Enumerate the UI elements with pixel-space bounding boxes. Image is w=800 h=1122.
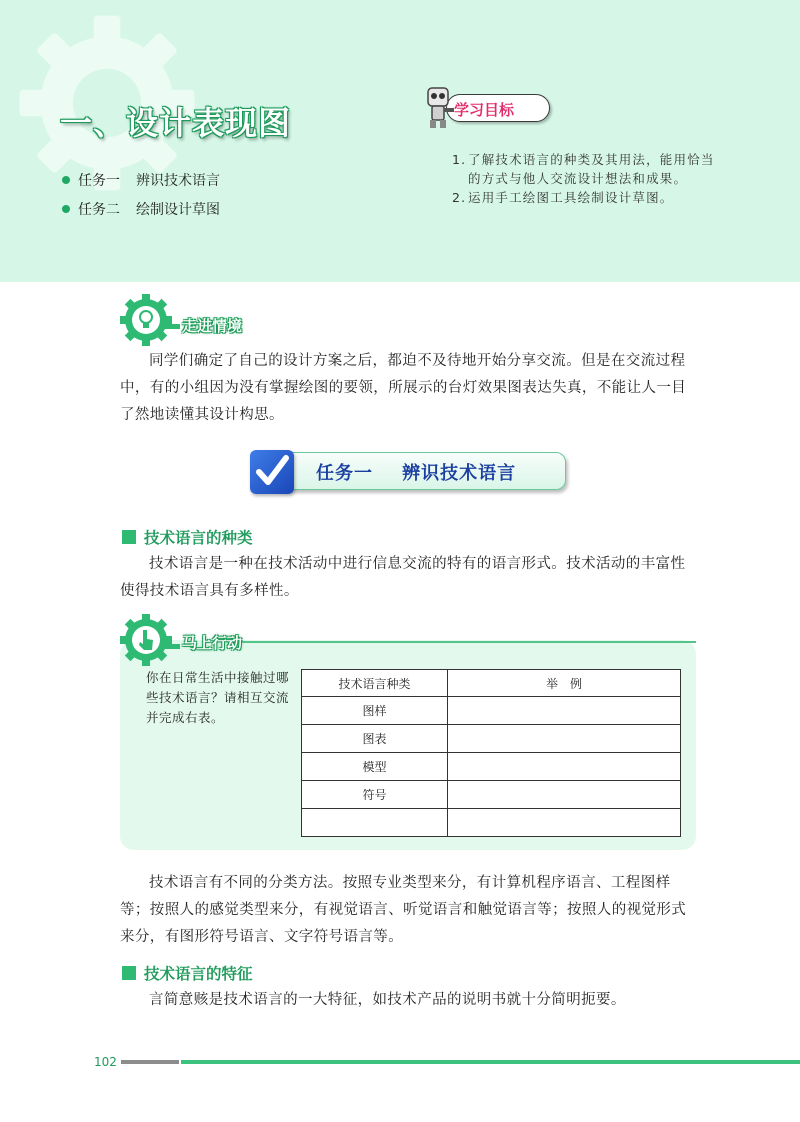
square-bullet-icon [122,530,136,544]
subheading-features [122,962,253,984]
table-cell: 模型 [302,753,448,781]
tech-language-table [301,669,681,837]
table-row [302,781,681,809]
section1-paragraph: 技术语言是一种在技术活动中进行信息交流的特有的语言形式。技术活动的丰富性使得技术语言具有多样性。 [120,556,686,599]
hand-pointer-icon [120,614,182,666]
footer-rule-green [181,1060,800,1064]
task-list [62,170,220,228]
activity-divider [232,641,696,643]
table-header-cell: 举 例 [448,670,681,697]
table-cell: 图表 [302,725,448,753]
footer-rule-gray [121,1060,179,1064]
task-banner [250,450,568,492]
objectives-list [452,150,722,207]
objective-item [452,150,722,188]
task-title: 绘制设计草图 [136,202,220,218]
task-list-item [62,199,220,219]
table-header-cell: 技术语言种类 [302,670,448,697]
section-title-activity: 马上行动 [182,634,243,652]
learning-goal-badge [420,86,550,130]
task-title: 辨识技术语言 [136,173,220,189]
section1-more-paragraph: 技术语言有不同的分类方法。按照专业类型来分，有计算机程序语言、工程图样等；按照人的感觉类型来分，有视觉语言、听觉语言和触觉语言等；按照人的视觉形式来分，有图形符号语言、文字符号语言等。 [120,875,687,945]
table-header-row [302,670,681,697]
chapter-title: 一、设计表现图 [60,104,292,142]
objective-number: 2. [452,190,467,205]
objective-text: 运用手工绘图工具绘制设计草图。 [468,190,674,205]
page-number: 102 [94,1055,117,1069]
bullet-icon [62,176,70,184]
checkmark-icon [250,450,294,494]
task-name: 任务二 [78,202,120,218]
table-cell-example[interactable] [448,725,681,753]
subheading-types [122,526,253,548]
task-banner-text: 任务一 辨识技术语言 [316,463,517,484]
objective-number: 1. [452,152,467,167]
table-cell-example[interactable] [448,781,681,809]
table-row [302,697,681,725]
square-bullet-icon [122,966,136,980]
table-cell: 符号 [302,781,448,809]
table-row [302,753,681,781]
table-cell-example[interactable] [448,697,681,725]
section-title-intro: 走进情境 [182,317,243,335]
objective-item [452,188,722,207]
subheading-text: 技术语言的特征 [144,965,253,983]
task-name: 任务一 [78,173,120,189]
subheading-text: 技术语言的种类 [144,529,253,547]
robot-icon [420,86,456,130]
table-cell[interactable] [302,809,448,837]
table-row [302,809,681,837]
table-row [302,725,681,753]
objective-text: 了解技术语言的种类及其用法，能用恰当的方式与他人交流设计想法和成果。 [468,152,715,186]
bullet-icon [62,205,70,213]
table-cell-example[interactable] [448,809,681,837]
activity-prompt: 你在日常生活中接触过哪些技术语言？请相互交流并完成右表。 [146,670,290,725]
chapter-header [0,0,800,282]
task-list-item [62,170,220,190]
lightbulb-icon [120,294,182,346]
intro-paragraph: 同学们确定了自己的设计方案之后，都迫不及待地开始分享交流。但是在交流过程中，有的小组因为没有掌握绘图的要领，所展示的台灯效果图表达失真，不能让人一目了然地读懂其设计构思。 [120,353,687,423]
section2-paragraph: 言简意赅是技术语言的一大特征，如技术产品的说明书就十分简明扼要。 [149,992,626,1008]
table-cell: 图样 [302,697,448,725]
goal-label: 学习目标 [454,101,515,119]
table-cell-example[interactable] [448,753,681,781]
